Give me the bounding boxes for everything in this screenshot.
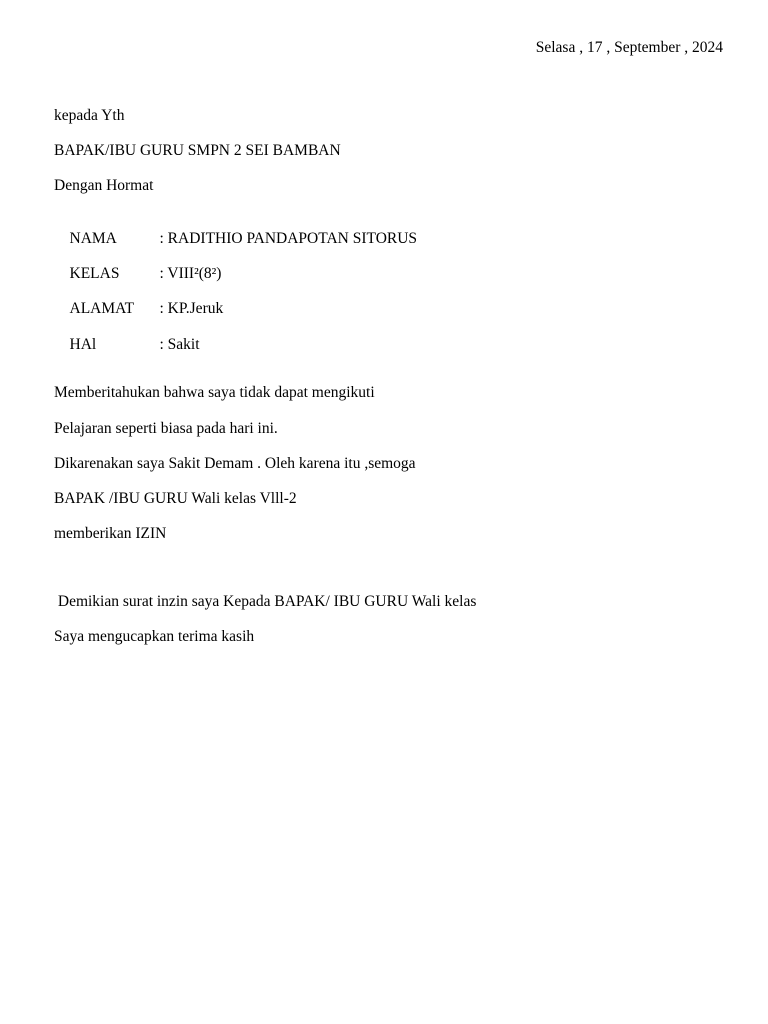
body-line: Dikarenakan saya Sakit Demam . Oleh karena itu ,semoga bbox=[54, 455, 416, 472]
body-line: BAPAK /IBU GURU Wali kelas Vlll-2 bbox=[54, 490, 297, 507]
field-label: KELAS bbox=[69, 265, 120, 282]
field-label: ALAMAT bbox=[69, 300, 135, 317]
field-label: NAMA bbox=[69, 230, 117, 247]
field-label: HAl bbox=[69, 336, 97, 353]
closing-line: Demikian surat inzin saya Kepada BAPAK/ IBU GURU Wali kelas bbox=[54, 593, 477, 610]
body-line: Pelajaran seperti biasa pada hari ini. bbox=[54, 420, 278, 437]
body-line: Memberitahukan bahwa saya tidak dapat mengikuti bbox=[54, 384, 375, 401]
closing-line: Saya mengucapkan terima kasih bbox=[54, 628, 255, 645]
field-value: : KP.Jeruk bbox=[159, 300, 224, 317]
field-hal bbox=[54, 318, 200, 372]
greeting: Dengan Hormat bbox=[54, 177, 154, 194]
field-value: : VIII²(8²) bbox=[159, 265, 222, 282]
field-value: : Sakit bbox=[159, 336, 200, 353]
salutation-to: kepada Yth bbox=[54, 107, 125, 124]
body-line: memberikan IZIN bbox=[54, 525, 167, 542]
recipient: BAPAK/IBU GURU SMPN 2 SEI BAMBAN bbox=[54, 142, 341, 159]
field-value: : RADITHIO PANDAPOTAN SITORUS bbox=[159, 230, 418, 247]
letter-date: Selasa , 17 , September , 2024 bbox=[535, 39, 723, 56]
